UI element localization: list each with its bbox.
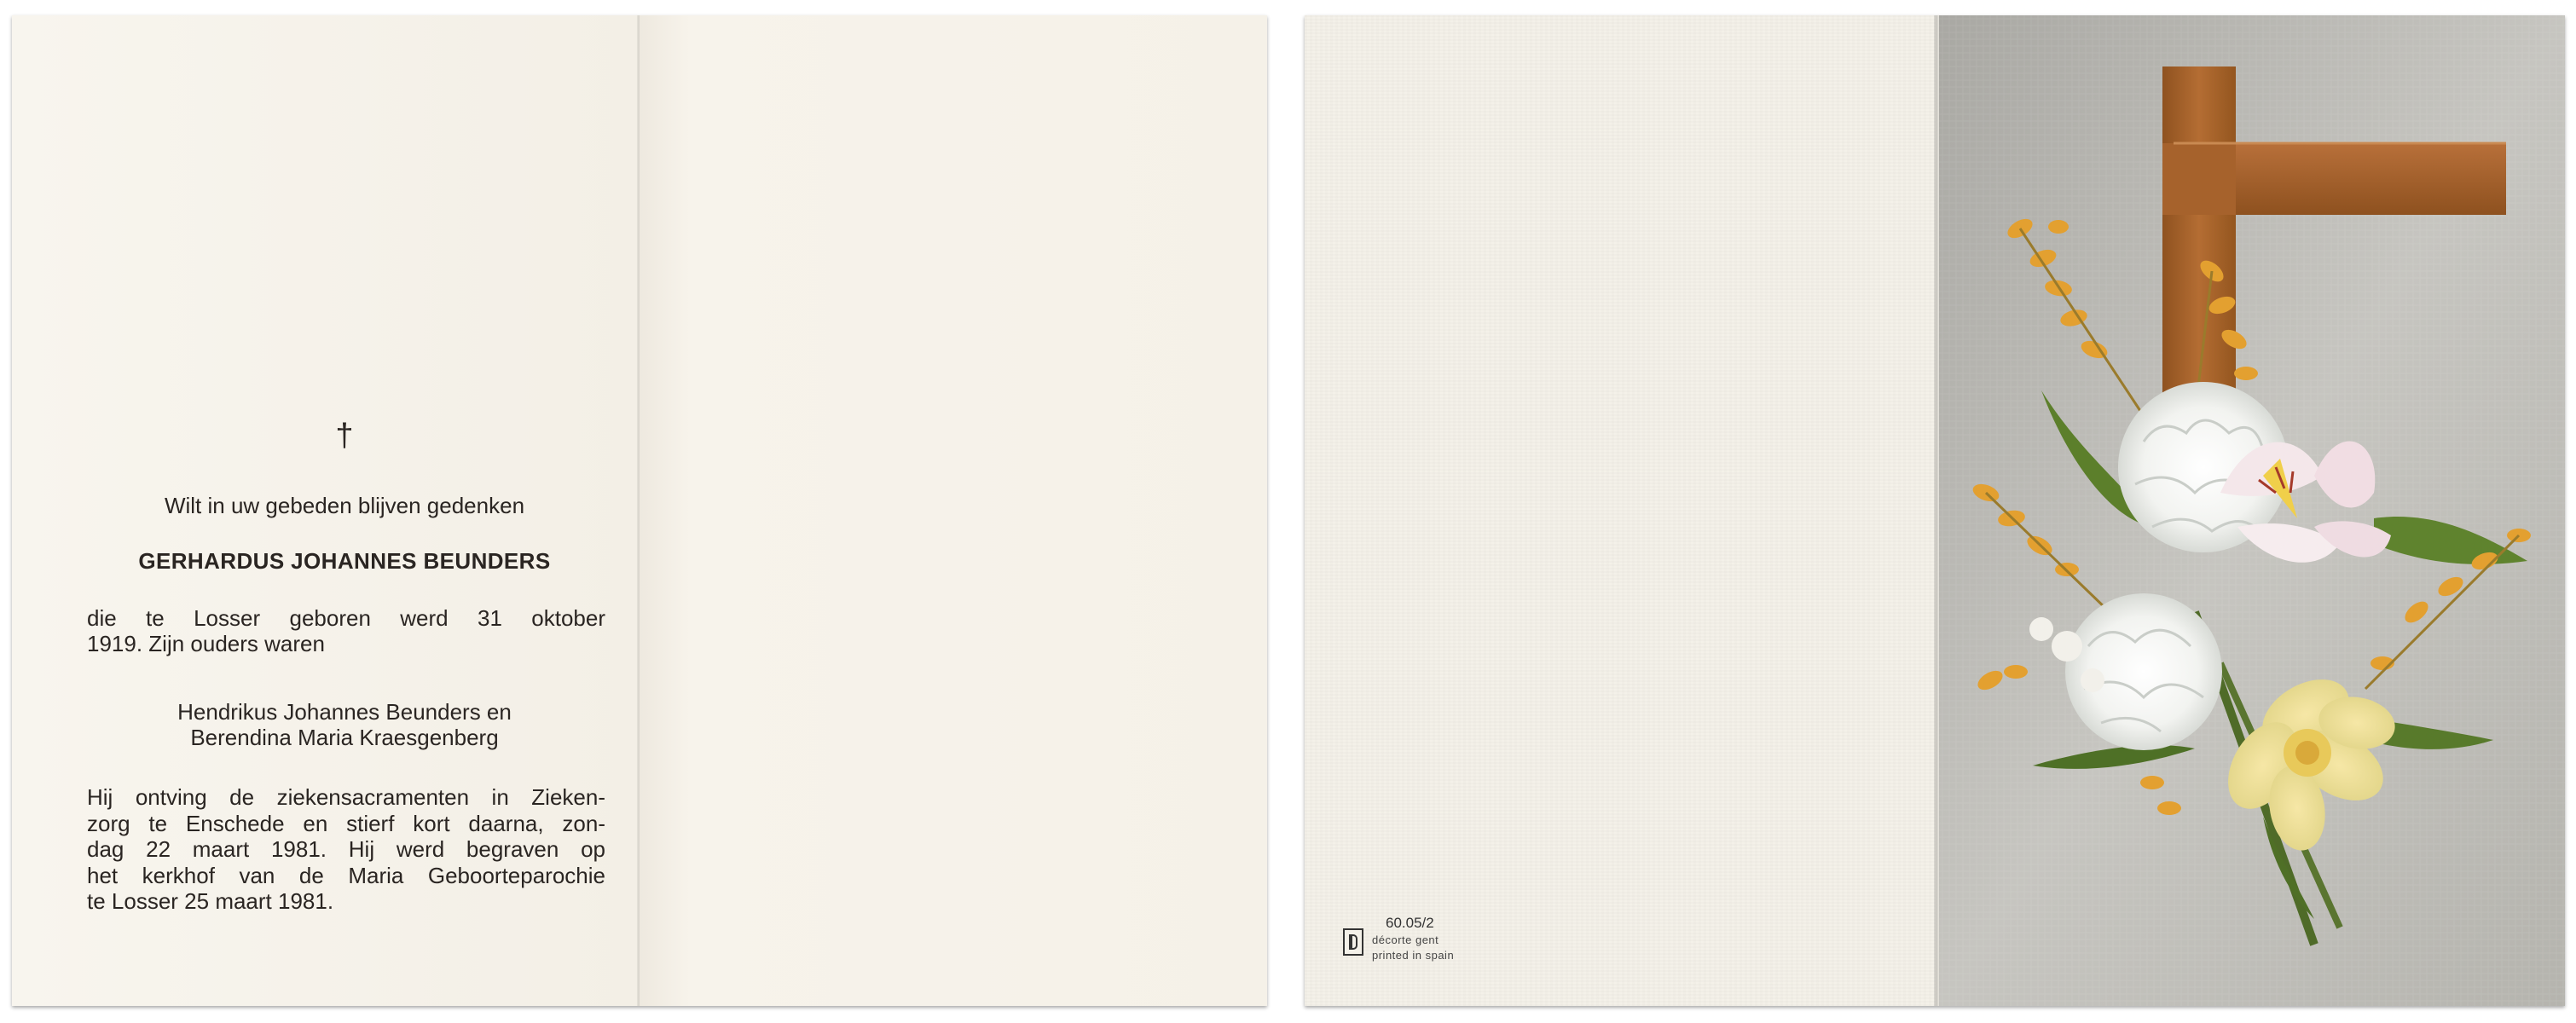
death-paragraph bbox=[87, 784, 605, 915]
birth-line-1: die te Losser geboren werd 31 oktober bbox=[87, 605, 605, 631]
card-outside bbox=[1305, 15, 2565, 1006]
printer-name: décorte gent bbox=[1372, 933, 1439, 946]
text-line: te Losser 25 maart 1981. bbox=[87, 888, 334, 914]
birth-line-2: 1919. Zijn ouders waren bbox=[87, 631, 325, 656]
front-cover-picture bbox=[1939, 15, 2565, 1006]
back-cover-panel bbox=[1305, 15, 1936, 1006]
printer-place: printed in spain bbox=[1372, 949, 1455, 962]
text-line: Hij ontving de ziekensacramenten in Zieken- bbox=[87, 784, 605, 810]
card-inside bbox=[12, 15, 1267, 1006]
intro-text: Wilt in uw gebeden blijven gedenken bbox=[164, 493, 525, 518]
print-code: 60.05/2 bbox=[1386, 915, 1434, 931]
deceased-name: GERHARDUS JOHANNES BEUNDERS bbox=[138, 548, 551, 574]
text-line: dag 22 maart 1981. Hij werd begraven op bbox=[87, 836, 605, 862]
parent-name: Hendrikus Johannes Beunders en bbox=[177, 699, 512, 725]
parent-name: Berendina Maria Kraesgenberg bbox=[190, 725, 499, 750]
text-line: het kerkhof van de Maria Geboorteparochie bbox=[87, 862, 605, 888]
left-panel bbox=[12, 15, 640, 1006]
right-panel bbox=[640, 15, 1267, 1006]
printer-logo-icon bbox=[1343, 928, 1363, 956]
cross-and-flowers-illustration bbox=[1939, 15, 2565, 1006]
text-line: zorg te Enschede en stierf kort daarna, zon- bbox=[87, 810, 605, 836]
cross-symbol: † bbox=[335, 418, 354, 454]
printer-imprint bbox=[1343, 915, 1514, 974]
